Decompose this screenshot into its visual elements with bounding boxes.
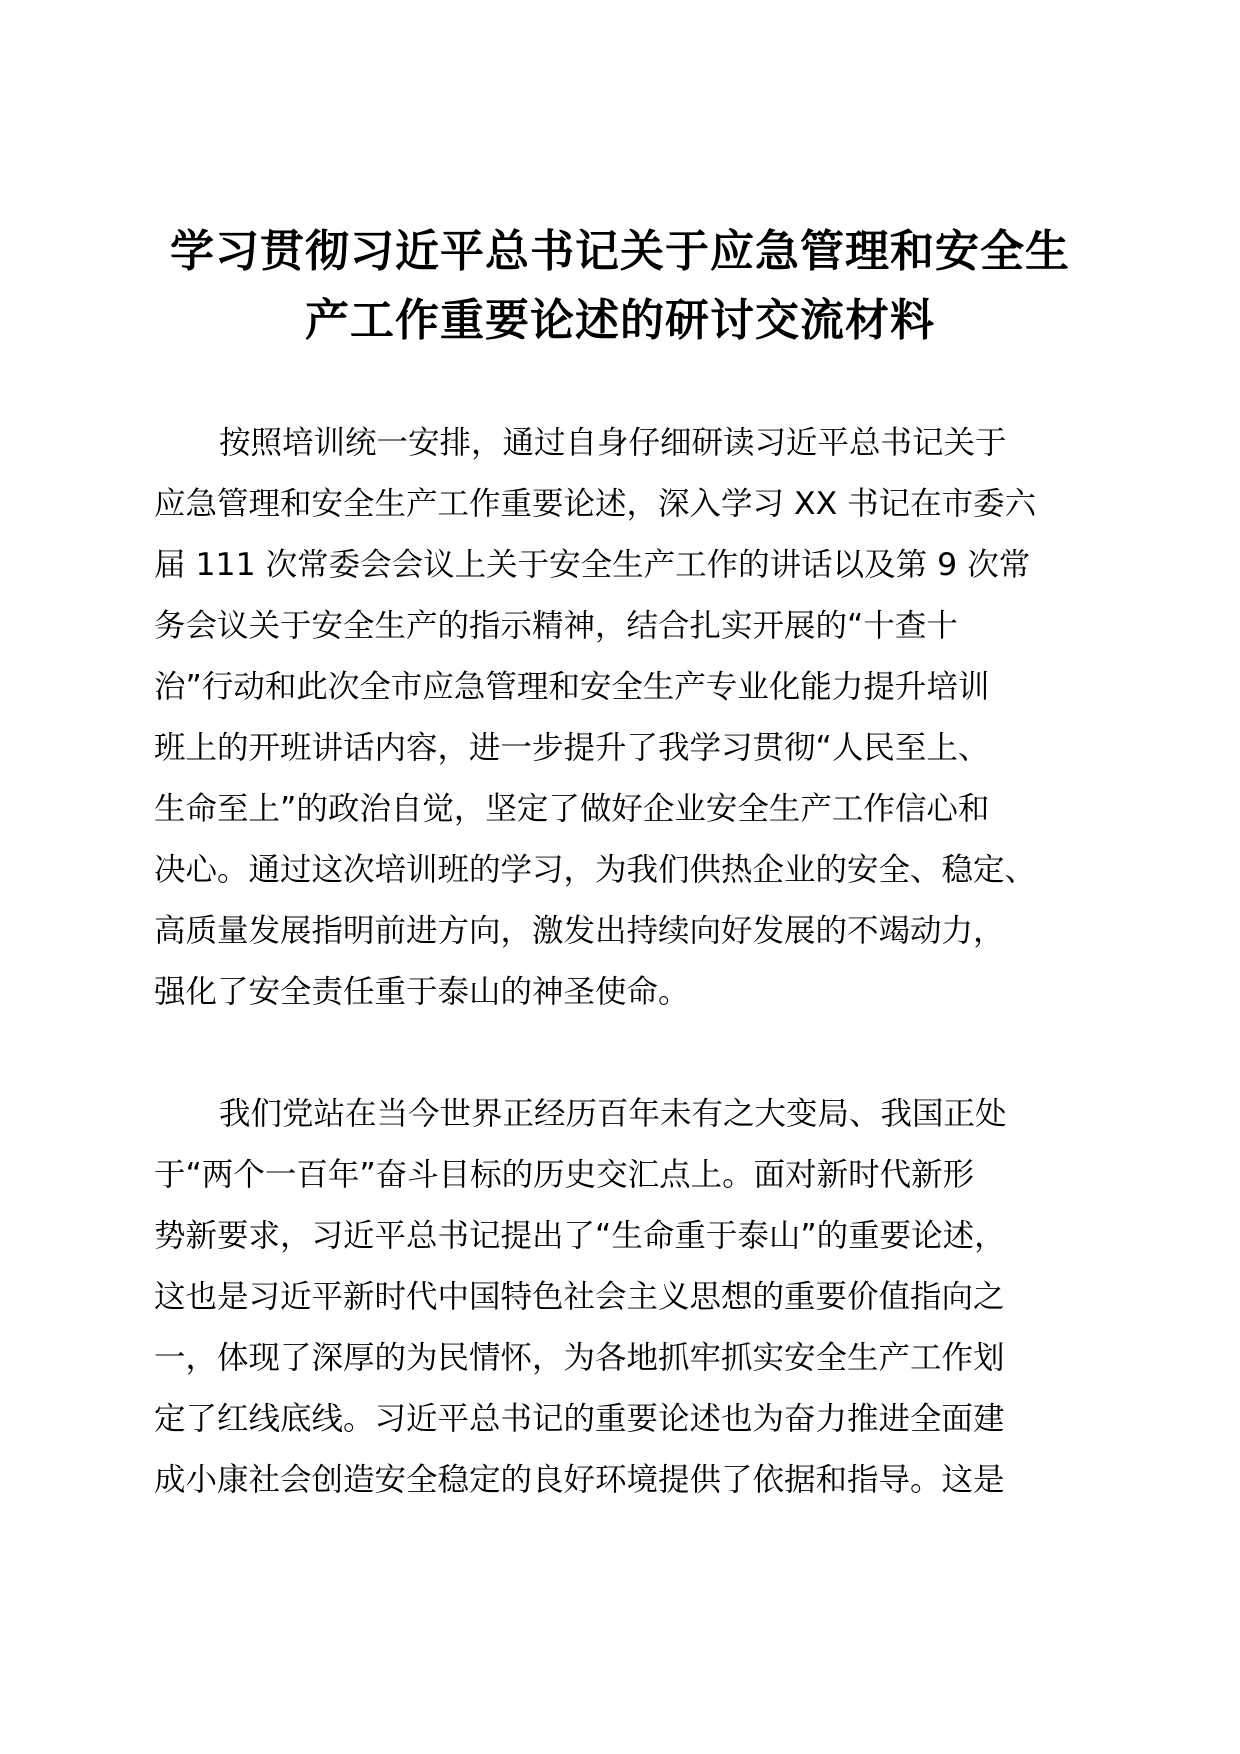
document-title xyxy=(140,217,1100,355)
paragraph-line: 应急管理和安全生产工作重要论述，深入学习 XX 书记在市委六 xyxy=(154,486,1037,522)
paragraph-line: 班上的开班讲话内容，进一步提升了我学习贯彻“人民至上、 xyxy=(154,730,990,766)
paragraph-line: 势新要求，习近平总书记提出了“生命重于泰山”的重要论述， xyxy=(154,1218,1006,1254)
paragraph-2 xyxy=(154,1084,1114,1511)
paragraph-line: 决心。通过这次培训班的学习，为我们供热企业的安全、稳定、 xyxy=(154,852,1037,888)
paragraph-line: 于“两个一百年”奋斗目标的历史交汇点上。面对新时代新形 xyxy=(154,1157,975,1193)
paragraph-line: 治”行动和此次全市应急管理和安全生产专业化能力提升培训 xyxy=(154,669,990,705)
paragraph-line: 一，体现了深厚的为民情怀，为各地抓牢抓实安全生产工作划 xyxy=(154,1340,1005,1376)
paragraph-line: 按照培训统一安排，通过自身仔细研读习近平总书记关于 xyxy=(219,425,1007,461)
paragraph-line: 强化了安全责任重于泰山的神圣使命。 xyxy=(154,974,690,1010)
paragraph-1 xyxy=(154,413,1114,1023)
title-line: 产工作重要论述的研讨交流材料 xyxy=(305,295,935,346)
paragraph-line: 届 111 次常委会会议上关于安全生产工作的讲话以及第 9 次常 xyxy=(154,547,1031,583)
paragraph-line: 生命至上”的政治自觉，坚定了做好企业安全生产工作信心和 xyxy=(154,791,990,827)
paragraph-line: 定了红线底线。习近平总书记的重要论述也为奋力推进全面建 xyxy=(154,1401,1005,1437)
paragraph-line: 务会议关于安全生产的指示精神，结合扎实开展的“十查十 xyxy=(154,608,958,644)
title-line: 学习贯彻习近平总书记关于应急管理和安全生 xyxy=(170,226,1070,277)
paragraph-line: 我们党站在当今世界正经历百年未有之大变局、我国正处 xyxy=(219,1096,1007,1132)
paragraph-line: 这也是习近平新时代中国特色社会主义思想的重要价值指向之 xyxy=(154,1279,1005,1315)
paragraph-line: 高质量发展指明前进方向，激发出持续向好发展的不竭动力， xyxy=(154,913,1005,949)
paragraph-line: 成小康社会创造安全稳定的良好环境提供了依据和指导。这是 xyxy=(154,1462,1005,1498)
